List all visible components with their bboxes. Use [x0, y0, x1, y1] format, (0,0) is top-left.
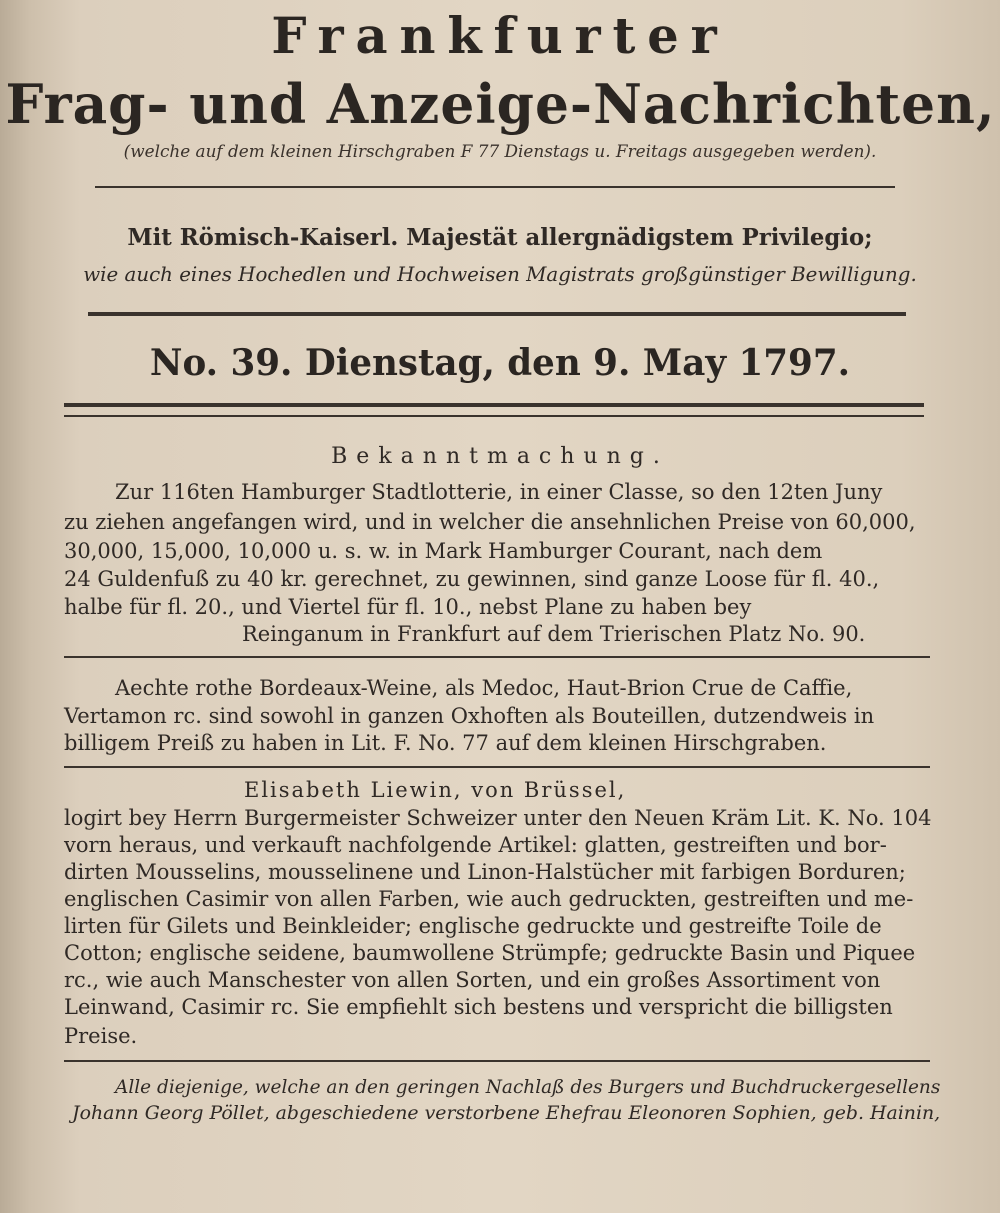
merchant-heading: Elisabeth Liewin, von Brüssel, [244, 778, 627, 802]
divider-rule [88, 312, 906, 316]
merchant-notice-line: dirten Mousselins, mousselinene und Linon-Halstücher mit farbigen Borduren; [64, 860, 906, 884]
masthead-title-line2: Frag- und Anzeige-Nachrichten, [5, 72, 996, 136]
wine-notice-line: billigem Preiß zu haben in Lit. F. No. 77 auf dem kleinen Hirschgraben. [64, 731, 827, 755]
announcement-line: zu ziehen angefangen wird, und in welcher die ansehnlichen Preise von 60,000, [64, 510, 916, 534]
divider-rule [64, 766, 930, 768]
estate-notice-line: Johann Georg Pöllet, abgeschiedene verstorbene Ehefrau Eleonoren Sophien, geb. Hainin, [72, 1102, 941, 1124]
divider-rule [64, 1060, 930, 1062]
announcement-line: Reinganum in Frankfurt auf dem Trierischen Platz No. 90. [242, 622, 866, 646]
issue-dateline: No. 39. Dienstag, den 9. May 1797. [149, 342, 851, 384]
merchant-notice-line: vorn heraus, und verkauft nachfolgende Artikel: glatten, gestreiften und bor- [64, 833, 887, 857]
announcement-line: 30,000, 15,000, 10,000 u. s. w. in Mark Hamburger Courant, nach dem [64, 539, 823, 563]
merchant-notice-line: rc., wie auch Manschester von allen Sorten, und ein großes Assortiment von [64, 968, 881, 992]
merchant-notice-line: logirt bey Herrn Burgermeister Schweizer unter den Neuen Kräm Lit. K. No. 104 [64, 806, 932, 830]
divider-rule [64, 403, 924, 407]
divider-rule [64, 656, 930, 658]
masthead-title-line1: Frankfurter [271, 6, 729, 65]
estate-notice-line: Alle diejenige, welche an den geringen Nachlaß des Burgers und Buchdruckergesellens [115, 1076, 941, 1098]
merchant-notice-line: Cotton; englische seidene, baumwollene Strümpfe; gedruckte Basin und Piquee [64, 941, 916, 965]
merchant-notice-line: Leinwand, Casimir rc. Sie empfiehlt sich bestens und verspricht die billigsten [64, 995, 893, 1019]
merchant-notice-line: Preise. [64, 1024, 138, 1048]
divider-rule [95, 186, 895, 188]
merchant-notice-line: lirten für Gilets und Beinkleider; englische gedruckte und gestreifte Toile de [64, 914, 882, 938]
announcement-heading: Bekanntmachung. [331, 444, 669, 469]
merchant-notice-line: englischen Casimir von allen Farben, wie auch gedruckten, gestreiften und me- [64, 887, 914, 911]
announcement-line: halbe für fl. 20., und Viertel für fl. 10., nebst Plane zu haben bey [64, 595, 752, 619]
divider-rule [64, 415, 924, 417]
privilege-line1: Mit Römisch-Kaiserl. Majestät allergnädigstem Privilegio; [127, 224, 873, 251]
masthead-subtitle: (welche auf dem kleinen Hirschgraben F 77 Dienstags u. Freitags ausgegeben werden). [123, 142, 877, 162]
privilege-line2: wie auch eines Hochedlen und Hochweisen Magistrats großgünstiger Bewilligung. [83, 262, 917, 286]
announcement-line: Zur 116ten Hamburger Stadtlotterie, in einer Classe, so den 12ten Juny [115, 480, 883, 504]
announcement-line: 24 Guldenfuß zu 40 kr. gerechnet, zu gewinnen, sind ganze Loose für fl. 40., [64, 567, 880, 591]
wine-notice-line: Vertamon rc. sind sowohl in ganzen Oxhoften als Bouteillen, dutzendweis in [64, 704, 875, 728]
wine-notice-line: Aechte rothe Bordeaux-Weine, als Medoc, Haut-Brion Crue de Caffie, [115, 676, 853, 700]
